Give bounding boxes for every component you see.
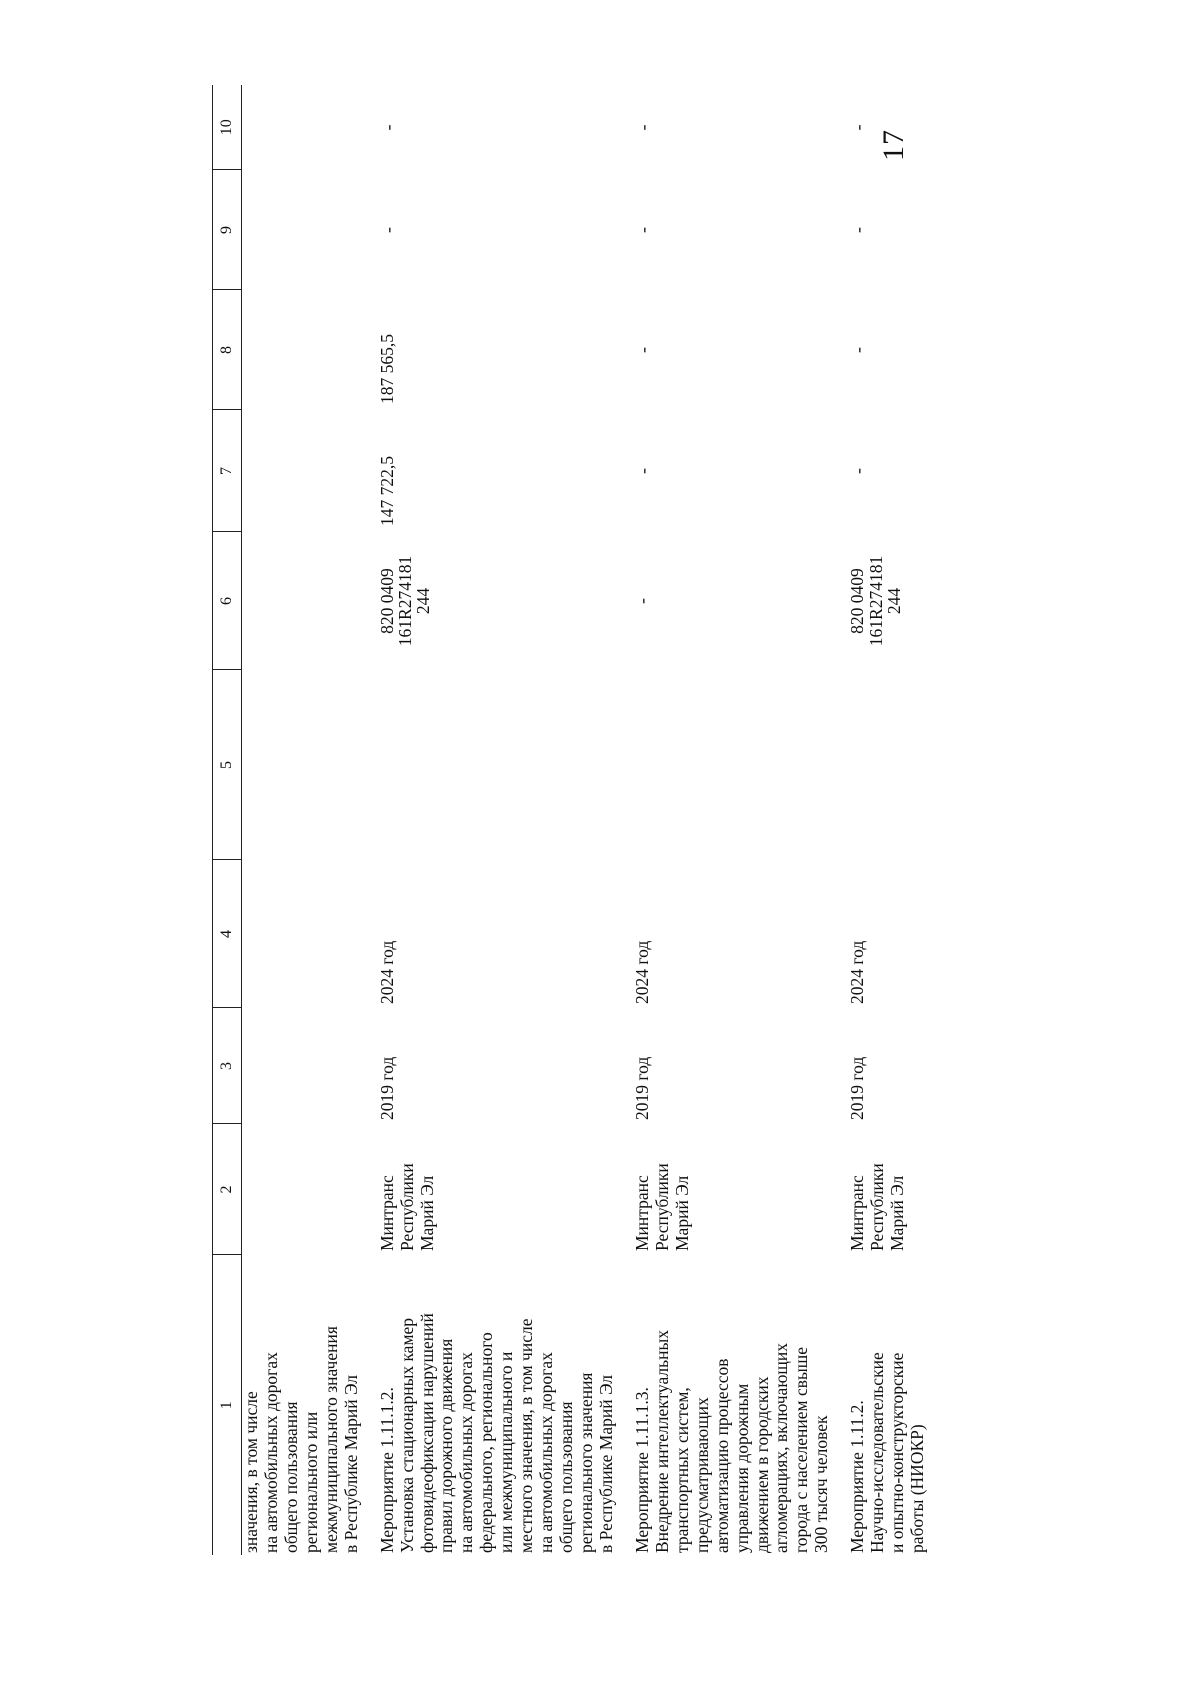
activity-name-line: 300 тысяч человек bbox=[811, 1415, 832, 1553]
executor-line: Минтранс bbox=[631, 1175, 652, 1251]
executor-cell bbox=[242, 1124, 362, 1255]
table-row bbox=[633, 85, 832, 1555]
column-5-cell bbox=[848, 670, 928, 860]
table-row bbox=[242, 85, 362, 1555]
activity-name-line: Внедрение интеллектуальных bbox=[651, 1330, 672, 1553]
activity-name-line: движением в городских bbox=[751, 1376, 772, 1553]
activity-name-line: межмуниципального значения bbox=[320, 1326, 341, 1553]
column-5-cell bbox=[378, 670, 617, 860]
table-row bbox=[378, 85, 617, 1555]
column-header-1: 1 bbox=[213, 1255, 242, 1555]
amount-col9-cell: - bbox=[377, 227, 398, 233]
amount-col7-cell: - bbox=[632, 468, 653, 474]
column-header-8: 8 bbox=[213, 290, 242, 410]
amount-col8-cell bbox=[242, 290, 362, 410]
activity-name-line: местного значения, в том числе bbox=[516, 1318, 537, 1553]
table-row bbox=[848, 85, 928, 1555]
column-header-7: 7 bbox=[213, 410, 242, 532]
activity-name-line: работы (НИОКР) bbox=[907, 1424, 928, 1553]
page-number: 17 bbox=[877, 129, 910, 161]
end-year-cell bbox=[242, 860, 362, 1008]
activity-name-line: Научно-исследовательские bbox=[867, 1352, 888, 1553]
spacer-cell bbox=[832, 85, 848, 1555]
executor-line: Марий Эл bbox=[887, 1175, 908, 1251]
column-header-6: 6 bbox=[213, 532, 242, 670]
activity-name-line: на автомобильных дорогах bbox=[456, 1352, 477, 1553]
budget-code-line: 161R274181 bbox=[395, 555, 415, 647]
amount-col8-cell: 187 565,5 bbox=[376, 334, 397, 404]
amount-col9-cell bbox=[242, 170, 362, 290]
activity-name-line: в Республике Марий Эл bbox=[340, 1374, 361, 1553]
executor-line: Марий Эл bbox=[416, 1175, 437, 1251]
end-year-cell: 2024 год bbox=[631, 940, 652, 1004]
budget-code-line: 820 0409 bbox=[376, 568, 397, 634]
column-5-cell bbox=[633, 670, 832, 860]
activity-name-line: регионального значения bbox=[576, 1372, 596, 1553]
activity-name-line: регионального или bbox=[300, 1411, 321, 1553]
activity-name-line: и опытно-конструкторские bbox=[887, 1352, 908, 1553]
executor-line: Республики bbox=[867, 1163, 888, 1251]
activity-name-cell bbox=[633, 1255, 832, 1555]
budget-code-line: 244 bbox=[884, 587, 904, 615]
program-table bbox=[212, 85, 928, 1555]
activity-name-line: в Республике Марий Эл bbox=[595, 1374, 616, 1553]
amount-col9-cell: - bbox=[632, 227, 653, 233]
start-year-cell: 2019 год bbox=[376, 1056, 397, 1120]
activity-name-line: фотовидеофиксации нарушений bbox=[416, 1313, 437, 1553]
spacer-cell bbox=[362, 85, 378, 1555]
column-header-10: 10 bbox=[213, 85, 242, 170]
spacer-cell bbox=[617, 85, 633, 1555]
activity-name-line: города с населением свыше bbox=[791, 1346, 812, 1553]
activity-name-line: транспортных систем, bbox=[671, 1387, 692, 1553]
budget-code-cell bbox=[378, 532, 617, 670]
activity-name-line: правил дорожного движения bbox=[436, 1338, 457, 1553]
executor-line: Минтранс bbox=[847, 1175, 868, 1251]
column-header-3: 3 bbox=[213, 1008, 242, 1124]
activity-name-cell bbox=[378, 1255, 617, 1555]
activity-name-line: Мероприятие 1.11.1.2. bbox=[376, 1387, 397, 1553]
activity-name-cell bbox=[242, 1255, 362, 1555]
activity-name-line: Мероприятие 1.11.2. bbox=[847, 1400, 868, 1553]
executor-line: Марий Эл bbox=[671, 1175, 692, 1251]
amount-col9-cell: - bbox=[848, 227, 869, 233]
activity-name-line: агломерациях, включающих bbox=[771, 1343, 792, 1553]
column-header-2: 2 bbox=[213, 1124, 242, 1255]
row-spacer bbox=[617, 85, 633, 1555]
executor-line: Республики bbox=[651, 1163, 672, 1251]
rotated-table-sheet bbox=[212, 85, 988, 1555]
end-year-cell: 2024 год bbox=[376, 940, 397, 1004]
budget-code-line: - bbox=[631, 598, 652, 604]
activity-name-cell bbox=[848, 1255, 928, 1555]
start-year-cell bbox=[242, 1008, 362, 1124]
budget-code-cell bbox=[848, 532, 928, 670]
budget-code-line: 820 0409 bbox=[847, 568, 868, 634]
amount-col7-cell: 147 722,5 bbox=[376, 456, 397, 526]
activity-name-line: управления дорожным bbox=[731, 1383, 752, 1553]
row-spacer bbox=[362, 85, 378, 1555]
row-spacer bbox=[832, 85, 848, 1555]
column-header-4: 4 bbox=[213, 860, 242, 1008]
activity-name-line: федерального, регионального bbox=[476, 1332, 497, 1553]
activity-name-line: общего пользования bbox=[556, 1401, 577, 1553]
budget-code-line: 244 bbox=[413, 587, 434, 615]
activity-name-line: или межмуниципального и bbox=[496, 1351, 517, 1553]
column-number-row bbox=[213, 85, 242, 1555]
executor-line: Республики bbox=[396, 1163, 417, 1251]
activity-name-line: на автомобильных дорогах bbox=[260, 1352, 281, 1553]
budget-code-line: 161R274181 bbox=[865, 555, 886, 647]
budget-code-cell bbox=[633, 532, 832, 670]
amount-col8-cell: - bbox=[632, 347, 653, 353]
column-5-cell bbox=[242, 670, 362, 860]
activity-name-line: общего пользования bbox=[280, 1401, 301, 1553]
start-year-cell: 2019 год bbox=[631, 1056, 652, 1120]
activity-name-line: автоматизацию процессов bbox=[711, 1358, 732, 1553]
amount-col7-cell bbox=[242, 410, 362, 532]
table-body bbox=[242, 85, 929, 1555]
activity-name-line: предусматривающих bbox=[691, 1397, 712, 1553]
executor-line: Минтранс bbox=[376, 1175, 397, 1251]
column-header-9: 9 bbox=[213, 170, 242, 290]
activity-name-line: Мероприятие 1.11.1.3. bbox=[631, 1387, 652, 1553]
executor-cell bbox=[848, 1124, 928, 1255]
amount-col8-cell: - bbox=[848, 347, 869, 353]
executor-cell bbox=[633, 1124, 832, 1255]
end-year-cell: 2024 год bbox=[847, 940, 868, 1004]
activity-name-line: Установка стационарных камер bbox=[396, 1317, 417, 1553]
executor-cell bbox=[378, 1124, 617, 1255]
amount-col7-cell: - bbox=[848, 468, 869, 474]
amount-col10-cell: - bbox=[377, 124, 398, 131]
start-year-cell: 2019 год bbox=[847, 1056, 868, 1120]
amount-col10-cell: - bbox=[848, 124, 869, 131]
amount-col10-cell: - bbox=[632, 124, 653, 131]
activity-name-line: на автомобильных дорогах bbox=[536, 1352, 557, 1553]
amount-col10-cell bbox=[242, 85, 362, 170]
budget-code-cell bbox=[242, 532, 362, 670]
column-header-5: 5 bbox=[213, 670, 242, 860]
activity-name-line: значения, в том числе bbox=[241, 1391, 261, 1553]
